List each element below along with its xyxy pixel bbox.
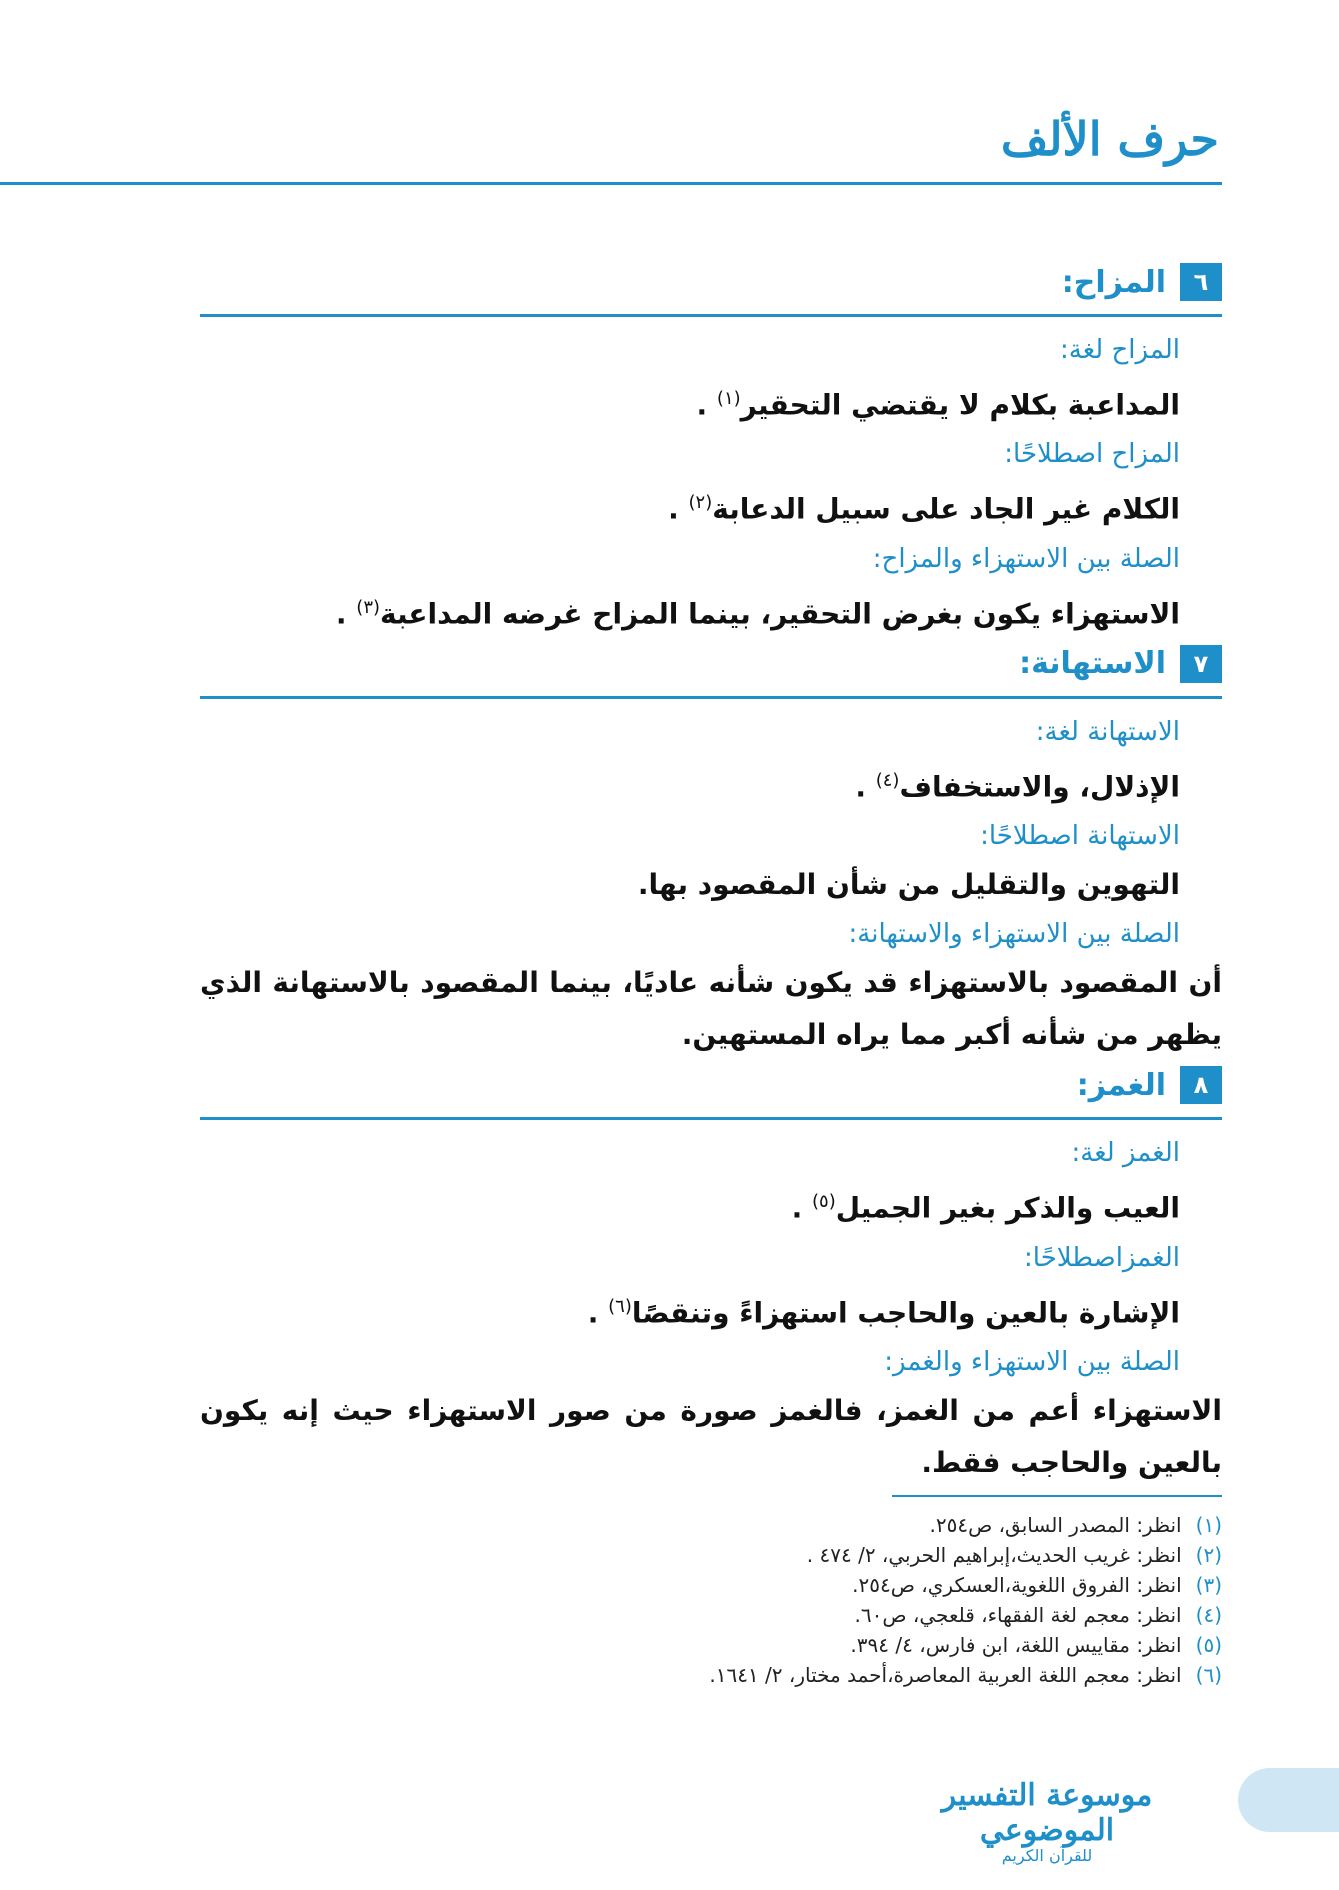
footnote-number: (٦) [1195,1663,1222,1687]
section-divider [200,1117,1222,1120]
section-number-badge: ٧ [1180,645,1222,683]
encyclopedia-logo [902,1778,1192,1865]
footnote-ref[interactable]: (٣) [356,596,381,618]
footnote-number: (٢) [1195,1543,1222,1567]
footnote-ref[interactable]: (٦) [608,1295,632,1317]
footnote-number: (١) [1195,1513,1222,1537]
subheading: الاستهانة اصطلاحًا: [980,821,1180,852]
footnotes-divider [892,1495,1222,1497]
definition-text: الكلام غير الجاد على سبيل الدعابة$^{(٢)}$ . [668,492,1180,526]
section-title: الغمز: [1076,1067,1166,1103]
subheading: الاستهانة لغة: [1035,716,1180,747]
footnote-text: انظر: الفروق اللغوية،العسكري، ص٢٥٤. [852,1573,1182,1597]
definition-block [200,327,1180,640]
subheading: الصلة بين الاستهزاء والغمز: [884,1346,1180,1377]
page-number [1238,1768,1339,1832]
subheading: الغمز لغة: [1071,1138,1180,1169]
definition-text: العيب والذكر بغير الجميل$^{(٥)}$ . [791,1191,1180,1225]
main-content [200,258,1222,1489]
footnotes-list [709,1510,1222,1690]
definition-text: الاستهزاء يكون بغرض التحقير، بينما المزاح غرضه المداعبة$^{(٣)}$ . [335,596,1180,630]
footnote-item [709,1660,1222,1690]
footnote-number: (٥) [1195,1633,1222,1657]
subheading: الصلة بين الاستهزاء والمزاح: [872,543,1180,574]
footnote-text: انظر: المصدر السابق، ص٢٥٤. [929,1513,1182,1537]
footnote-text: انظر: مقاييس اللغة، ابن فارس، ٤/ ٣٩٤. [850,1633,1182,1657]
definition-block [200,709,1180,957]
relation-text: أن المقصود بالاستهزاء قد يكون شأنه عاديًا، بينما المقصود بالاستهانة الذي يظهر من شأنه أكبر مما يراه المستهين. [200,966,1222,1052]
section-divider [200,696,1222,699]
footnote-ref[interactable]: (١) [716,388,741,409]
section-title: الاستهانة: [1019,646,1166,682]
section-mizah [200,258,1222,640]
section-header [200,640,1222,688]
footnote-item [709,1540,1222,1570]
footnote-ref[interactable]: (٢) [688,492,713,514]
section-istihana [200,640,1222,1061]
section-number-badge: ٨ [1180,1066,1222,1104]
subheading: الصلة بين الاستهزاء والاستهانة: [848,919,1180,950]
footnote-item [709,1630,1222,1660]
footnote-ref[interactable]: (٥) [811,1191,836,1213]
subheading: المزاح اصطلاحًا: [1004,439,1180,470]
chapter-title: حرف الألف [1000,112,1219,166]
logo-subtitle: للقرآن الكريم [1001,1846,1093,1865]
relation-text: الاستهزاء أعم من الغمز، فالغمز صورة من صور الاستهزاء حيث إنه يكون بالعين والحاجب فقط. [200,1393,1222,1479]
header-divider [0,182,1222,185]
footnote-ref[interactable]: (٤) [875,769,900,791]
footnote-text: انظر: معجم اللغة العربية المعاصرة،أحمد مختار، ٢/ ١٦٤١. [709,1663,1182,1687]
definition-block [200,1130,1180,1385]
logo-title: موسوعة التفسير الموضوعي [941,1778,1153,1848]
footnote-number: (٣) [1195,1573,1222,1597]
footnote-item [709,1510,1222,1540]
section-ghamz [200,1061,1222,1489]
subheading: المزاح لغة: [1060,335,1180,365]
footnote-item [709,1600,1222,1630]
section-title: المزاح: [1061,264,1166,300]
definition-text: الإشارة بالعين والحاجب استهزاءً وتنقصًا$^{(٦)}$ . [587,1295,1180,1329]
definition-text: المداعبة بكلام لا يقتضي التحقير$^{(١)}$ . [696,388,1180,422]
definition-text: التهوين والتقليل من شأن المقصود بها. [637,868,1180,902]
section-header [200,258,1222,306]
subheading: الغمزاصطلاحًا: [1024,1242,1180,1273]
definition-text: الإذلال، والاستخفاف$^{(٤)}$ . [855,769,1180,804]
section-divider [200,314,1222,317]
section-header [200,1061,1222,1109]
footnote-number: (٤) [1195,1603,1222,1627]
footnote-text: انظر: غريب الحديث،إبراهيم الحربي، ٢/ ٤٧٤ . [806,1543,1182,1567]
section-number-badge: ٦ [1180,263,1222,301]
footnote-item [709,1570,1222,1600]
footnote-text: انظر: معجم لغة الفقهاء، قلعجي، ص٦٠. [854,1603,1182,1627]
